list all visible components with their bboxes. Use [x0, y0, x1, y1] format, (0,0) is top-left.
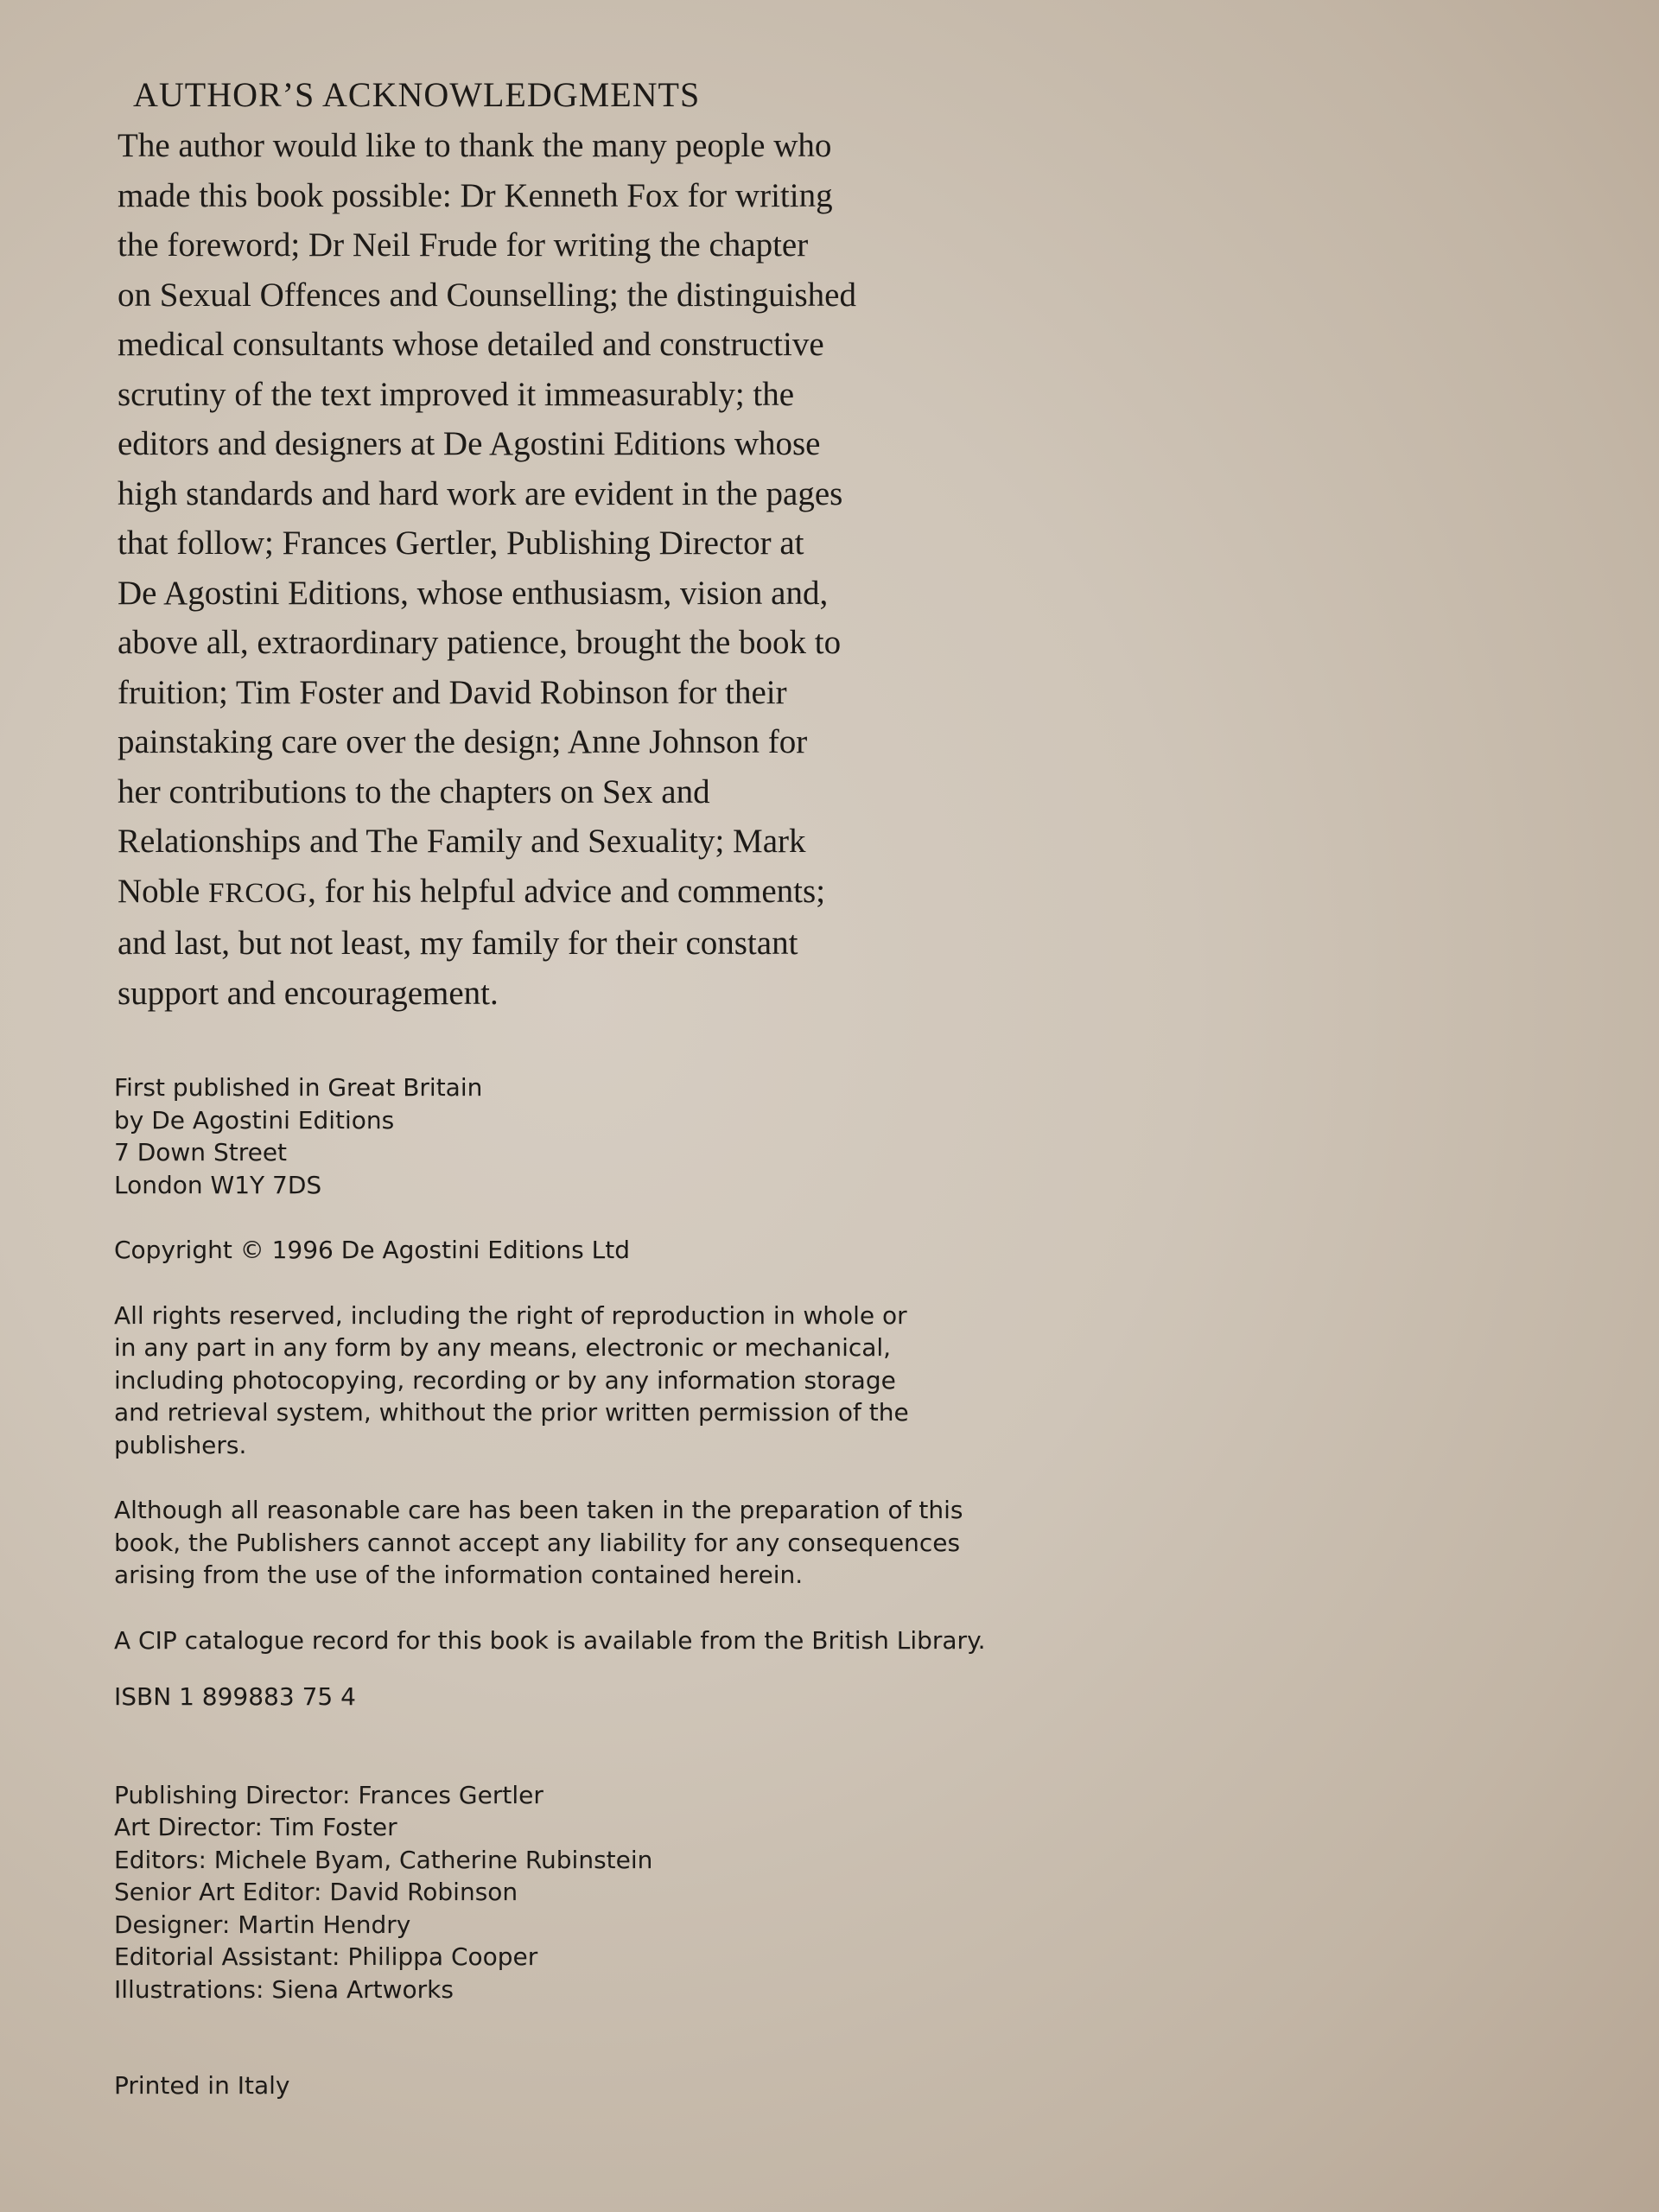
acknowledgments-line-part: , for his helpful advice and comments;: [308, 872, 826, 910]
acknowledgments-line: made this book possible: Dr Kenneth Fox for writing: [118, 176, 833, 214]
rights-line: in any part in any form by any means, electronic or mechanical,: [114, 1333, 892, 1362]
cip-line: A CIP catalogue record for this book is available from the British Library.: [114, 1625, 986, 1655]
liability-line: Although all reasonable care has been taken in the preparation of this: [114, 1496, 963, 1524]
printed-notice: [114, 2069, 978, 2102]
credit-line: Senior Art Editor: David Robinson: [114, 1878, 518, 1906]
acknowledgments-line: and last, but not least, my family for their constant: [118, 925, 798, 962]
acknowledgments-text: [118, 121, 982, 1018]
copyright-line: Copyright © 1996 De Agostini Editions Ltd: [114, 1236, 631, 1264]
liability-line: book, the Publishers cannot accept any liability for any consequences: [114, 1528, 961, 1557]
acknowledgments-line: medical consultants whose detailed and constructive: [118, 326, 824, 363]
acknowledgments-line: painstaking care over the design; Anne Johnson for: [118, 723, 808, 760]
address-line: by De Agostini Editions: [114, 1105, 395, 1135]
acknowledgments-line: on Sexual Offences and Counselling; the distinguished: [118, 276, 856, 314]
frcog-abbreviation: FRCOG: [208, 877, 308, 909]
acknowledgments-line: De Agostini Editions, whose enthusiasm, vision and,: [118, 574, 829, 612]
credit-line: Art Director: Tim Foster: [114, 1813, 397, 1841]
address-line: 7 Down Street: [114, 1138, 288, 1166]
cip-notice: [114, 1624, 986, 1657]
acknowledgments-line: The author would like to thank the many people who: [118, 127, 832, 164]
acknowledgments-line: editors and designers at De Agostini Editions whose: [118, 425, 821, 462]
rights-line: publishers.: [114, 1430, 247, 1459]
address-line: First published in Great Britain: [114, 1073, 483, 1102]
isbn-notice: [114, 1681, 978, 1713]
liability-notice: [114, 1494, 978, 1592]
credit-line: Illustrations: Siena Artworks: [114, 1974, 454, 2004]
credit-line: Editorial Assistant: Philippa Cooper: [114, 1942, 538, 1971]
acknowledgments-line: Relationships and The Family and Sexuality; Mark: [118, 823, 806, 860]
acknowledgments-line: high standards and hard work are evident in the pages: [118, 474, 843, 512]
isbn-line: ISBN 1 899883 75 4: [114, 1682, 356, 1711]
credit-line: Designer: Martin Hendry: [114, 1910, 411, 1939]
copyright-notice: [114, 1234, 978, 1267]
liability-line: arising from the use of the information contained herein.: [114, 1560, 804, 1589]
credit-line: Publishing Director: Frances Gertler: [114, 1780, 543, 1809]
acknowledgments-line-part: Noble: [118, 872, 209, 910]
acknowledgments-heading: AUTHOR’S ACKNOWLEDGMENTS: [133, 75, 701, 114]
rights-line: All rights reserved, including the right of reproduction in whole or: [114, 1300, 907, 1330]
acknowledgments-line: her contributions to the chapters on Sex and: [118, 772, 710, 810]
credits-list: [114, 1779, 978, 2006]
publisher-address: [114, 1071, 978, 1201]
acknowledgments-line: scrutiny of the text improved it immeasurably; the: [118, 375, 795, 413]
rights-line: and retrieval system, whithout the prior written permission of the: [114, 1398, 909, 1427]
acknowledgments-line: above all, extraordinary patience, brought the book to: [118, 624, 842, 661]
acknowledgments-line: that follow; Frances Gertler, Publishing Director at: [118, 524, 804, 562]
acknowledgments-line: [118, 867, 982, 919]
printed-line: Printed in Italy: [114, 2071, 290, 2100]
acknowledgments-line: the foreword; Dr Neil Frude for writing the chapter: [118, 226, 809, 264]
credit-line: Editors: Michele Byam, Catherine Rubinstein: [114, 1845, 653, 1874]
imprint-section: [114, 1071, 986, 2102]
rights-line: including photocopying, recording or by any information storage: [114, 1365, 896, 1395]
rights-notice: [114, 1300, 978, 1462]
address-line: London W1Y 7DS: [114, 1170, 322, 1199]
acknowledgments-line: support and encouragement.: [118, 974, 499, 1012]
acknowledgments-line: fruition; Tim Foster and David Robinson for their: [118, 673, 787, 711]
